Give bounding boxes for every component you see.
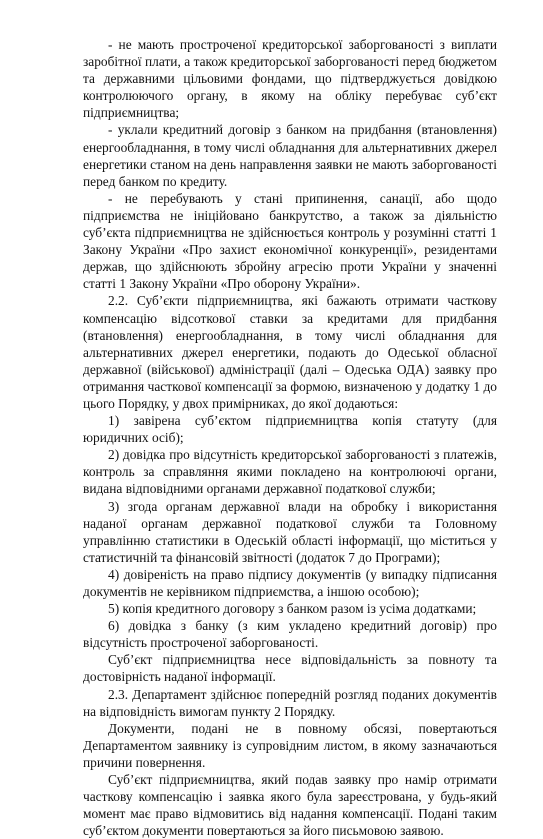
list-item-6-bank-certificate: 6) довідка з банку (з ким укладено кредитний договір) про відсутність простроченої заборгованості.	[83, 618, 497, 651]
paragraph-credit-agreement: - уклали кредитний договір з банком на придбання (втановлення) енергообладнання, в тому числі обладнання для альтернативних джерел енергетики станом на день направлення заявки не мають заборгованості перед банком по кредиту.	[83, 122, 497, 189]
paragraph-2-2-application: 2.2. Суб’єкти підприємництва, які бажають отримати часткову компенсацію відсоткової ставки за кредитами для придбання (втановлення) енергообладнання, в тому числі обладнання для альтернативних джерел енергетики, подають до Одеської обласної державної (військової) адміністрації (далі – Одеська ОДА) заявку про отримання часткової компенсації за формою, визначеною у додатку 1 до цього Порядку, у двох примірниках, до якої додаються:	[83, 293, 497, 411]
paragraph-no-wage-debt: - не мають простроченої кредиторської заборгованості з виплати заробітної плати, а також кредиторської заборгованості перед бюджетом та державними цільовими фондами, що підтверджується довідкою контролюючого органу, в якому на обліку перебуває суб’єкт підприємництва;	[83, 37, 497, 121]
paragraph-2-3-review: 2.3. Департамент здійснює попередній розгляд поданих документів на відповідність вимогам пункту 2 Порядку.	[83, 686, 497, 719]
list-item-2-tax-certificate: 2) довідка про відсутність кредиторської заборгованості з платежів, контроль за справляння якими покладено на контролюючі органи, видана відповідними органами державної податкової служби;	[83, 447, 497, 497]
paragraph-withdrawal: Суб’єкт підприємництва, який подав заявку про намір отримати часткову компенсацію і заявка якого була зареєстрована, у будь-який момент має право відмовитись від надання компенсації. Подані таким суб’єктом документи повертаються за його письмовою заявою.	[83, 772, 497, 839]
paragraph-responsibility: Суб’єкт підприємництва несе відповідальність за повноту та достовірність наданої інформації.	[83, 652, 497, 685]
list-item-3-data-consent: 3) згода органам державної влади на обробку і використання наданої органам державної податкової служби та Головному управлінню статистики в Одеській області інформації, що міститься у статистичній та фінансовій звітності (додаток 7 до Програми);	[83, 498, 497, 565]
paragraph-incomplete-documents: Документи, подані не в повному обсязі, повертаються Департаментом заявнику із супровідним листом, в якому зазначаються причини повернення.	[83, 720, 497, 770]
paragraph-no-bankruptcy: - не перебувають у стані припинення, санації, або щодо підприємства не ініційовано банкрутство, а також за діяльністю суб’єкта підприємництва не здійснюється контроль у розумінні статті 1 Закону України «Про захист економічної конкуренції», резидентами держав, що здійснюють збройну агресію проти України у значенні статті 1 Закону України «Про оборону України».	[83, 190, 497, 292]
list-item-4-power-of-attorney: 4) довіреність на право підпису документів (у випадку підписання документів не керівником підприємства, а іншою особою);	[83, 566, 497, 599]
list-item-1-statute-copy: 1) завірена суб’єктом підприємництва копія статуту (для юридичних осіб);	[83, 413, 497, 446]
list-item-5-credit-agreement-copy: 5) копія кредитного договору з банком разом із усіма додатками;	[108, 601, 477, 617]
